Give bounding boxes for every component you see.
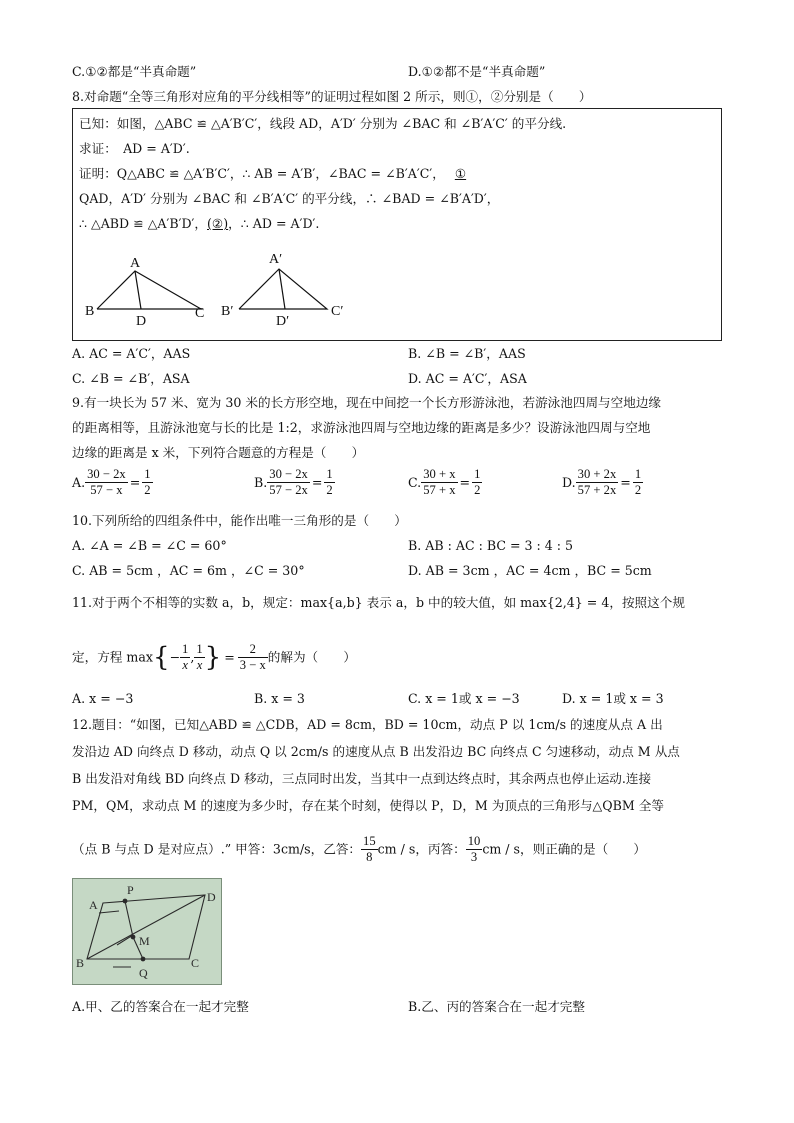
q12-label-a: A xyxy=(89,898,98,912)
q11-line1: 11.对于两个不相等的实数 a，b，规定：max{a,b} 表示 a，b 中的较大值，如 max{2,4} = 4，按照这个规 xyxy=(72,595,685,610)
q9-c-num: 30 + x xyxy=(423,467,456,481)
q8-proof-box xyxy=(72,108,722,341)
q9-a-den: 57 − x xyxy=(90,483,123,497)
label-d: D xyxy=(136,314,147,329)
q12-label-q: Q xyxy=(139,966,148,980)
arrow-bm xyxy=(117,935,133,945)
q12-option-b: B.乙、丙的答案合在一起才完整 xyxy=(408,999,585,1014)
q9-option-d: D. $\frac{30 + 2x}{57 + 2x}$ = $\frac{1}{2}$ xyxy=(562,467,642,497)
q11-option-b: B. x = 3 xyxy=(254,691,305,706)
q12-yi-num: 15 xyxy=(363,834,376,848)
q8-proof-line1-text: 证明：Q△ABC ≌ △A′B′C′，∴ AB = A′B′，∠BAC = ∠B′A′C′， xyxy=(79,166,445,181)
q8-proof-line3-b: ，∴ AD = A′D′. xyxy=(228,216,320,231)
diagonal-bd xyxy=(87,895,205,959)
q12-bing-den: 3 xyxy=(470,850,478,864)
q12-label-d: D xyxy=(207,890,216,904)
q11-f2-den: x xyxy=(196,658,203,672)
q11-line2-pre: 定，方程 max xyxy=(72,649,153,665)
bisector-a2d2 xyxy=(279,269,285,309)
q8-proof-line2: QAD，A′D′ 分别为 ∠BAC 和 ∠B′A′C′ 的平分线，∴ ∠BAD = ∠B′A′D′， xyxy=(79,191,500,206)
q11-f2-num: 1 xyxy=(196,642,203,656)
q9-line3: 边缘的距离是 x 米，下列符合题意的方程是（ ） xyxy=(72,445,365,460)
q12-figure-photo xyxy=(72,878,222,985)
q9-option-a: A. $\frac{30 - 2x}{57 - x}$ = $\frac{1}{2}$ xyxy=(72,467,151,497)
q8-option-d: D. AC = A′C′，ASA xyxy=(408,371,527,386)
label-b-prime: B′ xyxy=(221,304,234,319)
q9-option-b: B. $\frac{30 - 2x}{57 - 2x}$ = $\frac{1}{2}$ xyxy=(254,467,333,497)
q8-blank-2: (②) xyxy=(207,216,229,231)
q12-yi-den: 8 xyxy=(366,850,373,864)
q9-b-rden: 2 xyxy=(326,483,333,497)
point-p xyxy=(123,899,128,904)
q8-proof-line3-a: ∴ △ABD ≌ △A′B′D′， xyxy=(79,216,208,231)
q9-option-c-label: C. xyxy=(408,475,422,490)
q9-option-d-label: D. xyxy=(562,475,576,490)
q11-line2: 定，方程 max{− $\frac{1}{x}$ , $\frac{1}{x}$ } = $\frac{2}{3 - x}$ 的解为（ ） xyxy=(72,642,356,673)
q12-line4: PM，QM，求动点 M 的速度为多少时，存在某个时刻，使得以 P，D，M 为顶点的三角形与△QBM 全等 xyxy=(72,798,664,813)
triangle-abc xyxy=(97,271,201,309)
q9-a-rnum: 1 xyxy=(144,467,151,481)
q8-blank-1: ① xyxy=(454,166,467,181)
segment-pm xyxy=(125,901,133,937)
q9-d-num: 30 + 2x xyxy=(577,467,617,481)
q11-option-c: C. x = 1或 x = −3 xyxy=(408,691,520,706)
q12-figure xyxy=(73,879,221,984)
q11-f1-num: 1 xyxy=(182,642,189,656)
q12-yi-unit: cm / s，丙答： xyxy=(377,841,466,857)
q9-c-rden: 2 xyxy=(474,483,481,497)
q9-b-den: 57 − 2x xyxy=(269,483,308,497)
q8-stem: 8.对命题“全等三角形对应角的平分线相等”的证明过程如图 2 所示，则①，②分别是（ ） xyxy=(72,89,592,104)
q12-line1: 12.题目：“如图，已知△ABD ≌ △CDB，AD = 8cm，BD = 10cm，动点 P 以 1cm/s 的速度从点 A 出 xyxy=(72,717,663,732)
bisector-ad xyxy=(135,271,141,309)
q7-option-d: D.①②都不是“半真命题” xyxy=(408,64,546,79)
q12-option-a: A.甲、乙的答案合在一起才完整 xyxy=(72,999,249,1014)
q11-option-a: A. x = −3 xyxy=(72,691,134,706)
q10-stem: 10.下列所给的四组条件中，能作出唯一三角形的是（ ） xyxy=(72,513,407,528)
label-a: A xyxy=(130,256,141,271)
label-c: C xyxy=(195,306,205,321)
triangle-a2b2c2 xyxy=(239,269,327,309)
q12-label-m: M xyxy=(139,934,150,948)
q10-option-b: B. AB : AC : BC = 3 : 4 : 5 xyxy=(408,538,574,553)
q9-a-rden: 2 xyxy=(144,483,151,497)
q12-bing-num: 10 xyxy=(467,834,481,848)
q12-line2: 发沿边 AD 向终点 D 移动，动点 Q 以 2cm/s 的速度从点 B 出发沿边 BC 向终点 C 匀速移动，动点 M 从点 xyxy=(72,744,680,759)
q10-option-c: C. AB = 5cm ，AC = 6m ，∠C = 30° xyxy=(72,563,305,578)
q7-option-c: C.①②都是“半真命题” xyxy=(72,64,197,79)
q9-line1: 9.有一块长为 57 米、宽为 30 米的长方形空地，现在中间挖一个长方形游泳池，若游泳池四周与空地边缘 xyxy=(72,395,662,410)
q8-option-c: C. ∠B = ∠B′，ASA xyxy=(72,371,190,386)
q11-f3-num: 2 xyxy=(238,642,268,658)
q9-option-b-label: B. xyxy=(254,475,268,490)
label-b: B xyxy=(85,304,95,319)
q12-line5 xyxy=(72,832,646,867)
q9-line2: 的距离相等，且游泳池宽与长的比是 1:2，求游泳池四周与空地边缘的距离是多少？设游泳池四周与空地 xyxy=(72,420,651,435)
q10-option-a: A. ∠A = ∠B = ∠C = 60° xyxy=(72,538,227,553)
point-m xyxy=(131,935,136,940)
q11-f1-den: x xyxy=(182,658,188,672)
q11-line2-post: 的解为（ ） xyxy=(267,649,356,665)
q11-f3-den: 3 − x xyxy=(239,658,266,672)
label-d-prime: D′ xyxy=(276,314,290,329)
q10-option-d: D. AB = 3cm ，AC = 4cm ，BC = 5cm xyxy=(408,563,652,578)
q9-c-rnum: 1 xyxy=(474,467,481,481)
q12-line3: B 出发沿对角线 BD 向终点 D 移动，三点同时出发，当其中一点到达终点时，其余两点也停止运动.连接 xyxy=(72,771,652,786)
q9-d-den: 57 + 2x xyxy=(577,483,617,497)
q8-given: 已知：如图，△ABC ≌ △A′B′C′，线段 AD，A′D′ 分别为 ∠BAC 和 ∠B′A′C′ 的平分线. xyxy=(79,116,567,131)
q9-c-den: 57 + x xyxy=(423,483,456,497)
q9-b-num: 30 − 2x xyxy=(269,467,308,481)
q8-option-a: A. AC = A′C′，AAS xyxy=(72,346,191,361)
q8-option-b: B. ∠B = ∠B′，AAS xyxy=(408,346,526,361)
q11-option-d: D. x = 1或 x = 3 xyxy=(562,691,664,706)
q9-option-c: C. $\frac{30 + x}{57 + x}$ = $\frac{1}{2}$ xyxy=(408,467,481,497)
q8-figure xyxy=(73,109,721,340)
q9-d-rnum: 1 xyxy=(634,467,642,481)
q9-b-rnum: 1 xyxy=(326,467,333,481)
q9-option-a-label: A. xyxy=(72,475,86,490)
q9-d-rden: 2 xyxy=(634,483,642,497)
label-a-prime: A′ xyxy=(269,252,283,267)
q12-label-b: B xyxy=(76,956,85,970)
q8-prove: 求证： AD = A′D′. xyxy=(79,141,190,156)
q12-line5-pre: （点 B 与点 D 是对应点）.” 甲答：3cm/s，乙答： xyxy=(72,841,362,857)
label-c-prime: C′ xyxy=(331,304,344,319)
q12-label-p: P xyxy=(127,883,134,897)
arrow-ap xyxy=(99,911,119,913)
q12-label-c: C xyxy=(191,956,200,970)
point-q xyxy=(141,957,146,962)
q12-bing-unit: cm / s，则正确的是（ ） xyxy=(482,841,646,857)
q9-a-num: 30 − 2x xyxy=(87,467,126,481)
